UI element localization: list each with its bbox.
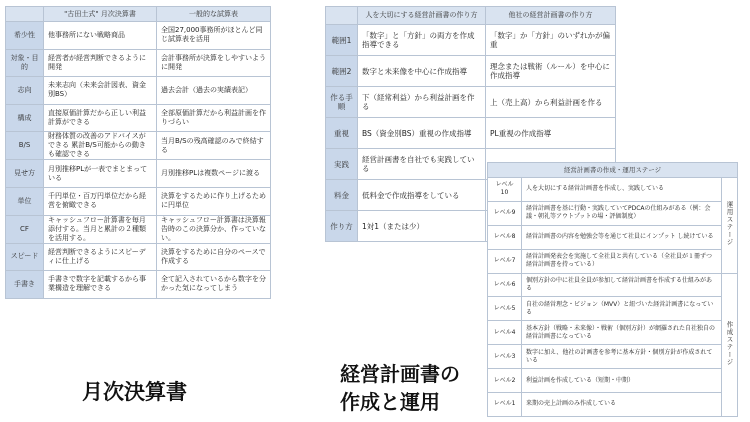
table-header-row	[488, 163, 738, 178]
table-row	[326, 87, 616, 118]
table-cell: 1対1（または少）	[358, 211, 486, 242]
creation-stage-group	[722, 273, 738, 416]
level-label: レベル4	[488, 321, 522, 345]
table-cell: 数字と未来像を中心に作成指導	[358, 56, 486, 87]
table-cell: 会計事務所が決算をしやすいように開発	[157, 49, 271, 77]
table-cell: キャッシュフロー計算書は決算報告時のこの決算分か、作っていない。	[157, 215, 271, 243]
table-cell: 低料金で作成指導をしている	[358, 180, 486, 211]
stage-table-title: 経営計画書の作成・運用ステージ	[488, 163, 738, 178]
header-cell: 人を大切にする経営計画書の作り方	[358, 7, 486, 25]
table-row	[326, 25, 616, 56]
table-cell: 決算をするために自分のペースで作成する	[157, 243, 271, 271]
business-plan-caption-line2: 作成と運用	[340, 390, 440, 414]
table-row	[6, 132, 271, 160]
table-cell: BS（資金別BS）重視の作成指導	[358, 118, 486, 149]
header-cell: "古田土式" 月次決算書	[44, 7, 157, 22]
table-cell: 全て記入されているから数字を分かった気になってしまう	[157, 271, 271, 299]
level-label: レベル2	[488, 369, 522, 393]
level-label: レベル3	[488, 345, 522, 369]
table-row	[6, 49, 271, 77]
level-description: 数字に加え、他社の計画書を参考に基本方針・個別方針が作成されている	[522, 345, 722, 369]
table-row	[488, 249, 738, 273]
table-row	[488, 225, 738, 249]
table-cell: 決算をするために作り上げるために円単位	[157, 187, 271, 215]
table-cell: 他事務所にない戦略商品	[44, 22, 157, 50]
table-header-row	[6, 7, 271, 22]
level-label: レベル9	[488, 201, 522, 225]
table-cell: 直接原価計算だから正しい利益計算ができる	[44, 104, 157, 132]
table-cell: 経営者が経営判断できるように開発	[44, 49, 157, 77]
level-label: レベル6	[488, 273, 522, 297]
table-cell: 未来志向（未来会計図表、資金別BS）	[44, 77, 157, 105]
level-description: 経営計画書の内容を勉強会等を通じて社員にインプット し続けている	[522, 225, 722, 249]
header-cell: 他社の経営計画書の作り方	[486, 7, 616, 25]
row-label: 対象・目的	[6, 49, 44, 77]
header-cell: 一般的な試算表	[157, 7, 271, 22]
table-row	[488, 393, 738, 417]
level-description: 利益計画を作成している（短期・中期）	[522, 369, 722, 393]
level-label: レベル7	[488, 249, 522, 273]
operation-stage-group	[722, 178, 738, 274]
level-label: レベル1	[488, 393, 522, 417]
table-row	[326, 118, 616, 149]
table-cell: PL重視の作成指導	[486, 118, 616, 149]
table-cell: 上（売上高）から利益計画を作る	[486, 87, 616, 118]
table-cell: 過去会計（過去の実績表記）	[157, 77, 271, 105]
row-label: 作る手順	[326, 87, 358, 118]
level-description: 個別方針の中に社員全員が参加して経営計画書を作成する仕組みがある	[522, 273, 722, 297]
row-label: 実践	[326, 149, 358, 180]
table-row	[326, 56, 616, 87]
table-cell: 全部原価計算だから利益計画を作りづらい	[157, 104, 271, 132]
table-row	[6, 187, 271, 215]
table-row	[488, 178, 738, 202]
table-cell: 下（経常利益）から利益計画を作る	[358, 87, 486, 118]
creation-stage-label: 作成ステージ	[725, 320, 734, 366]
operation-stage-label: 運用ステージ	[725, 201, 734, 247]
table-row	[488, 345, 738, 369]
table-row	[488, 369, 738, 393]
level-description: 基本方針（戦略・未来像）・戦術（個別方針）が網羅された自社独自の経営計画書になっている	[522, 321, 722, 345]
row-label: CF	[6, 215, 44, 243]
table-row	[6, 22, 271, 50]
level-description: 自社の経営理念・ビジョン（MVV）と紐づいた経営計画書になっている	[522, 297, 722, 321]
header-cell	[6, 7, 44, 22]
table-cell: 経営判断できるようにスピーディに仕上げる	[44, 243, 157, 271]
row-label: 希少性	[6, 22, 44, 50]
table-row	[488, 321, 738, 345]
level-description: 経営計画書を基に行動・実践していてPDCAの仕組みがある（例：会議・朝礼等アウトプットの場・評価制度）	[522, 201, 722, 225]
table-header-row	[326, 7, 616, 25]
table-row	[6, 104, 271, 132]
row-label: 構成	[6, 104, 44, 132]
table-cell: 「数字」と「方針」の両方を作成指導できる	[358, 25, 486, 56]
table-row	[488, 297, 738, 321]
plan-stage-levels-table	[487, 162, 738, 417]
row-label: B/S	[6, 132, 44, 160]
table-row	[6, 271, 271, 299]
table-cell: 経営計画書を自社でも実践している	[358, 149, 486, 180]
level-label: レベル10	[488, 178, 522, 202]
table-row	[488, 201, 738, 225]
table-cell: キャッシュフロー計算書を毎月添付する。当月と累計の２種類を活用する。	[44, 215, 157, 243]
row-label: 単位	[6, 187, 44, 215]
level-label: レベル8	[488, 225, 522, 249]
table-row	[6, 243, 271, 271]
header-cell	[326, 7, 358, 25]
monthly-settlement-caption: 月次決算書	[82, 380, 187, 404]
table-row	[6, 77, 271, 105]
table-row	[6, 215, 271, 243]
table-cell: 理念または戦術（ルール）を中心に作成指導	[486, 56, 616, 87]
row-label: 手書き	[6, 271, 44, 299]
level-description: 来期の売上計画のみ作成している	[522, 393, 722, 417]
table-cell: 財務体質の改善のアドバイスができる 累計B/S可能からの動きも確認できる	[44, 132, 157, 160]
business-plan-caption-line1: 経営計画書の	[340, 362, 460, 386]
table-row	[488, 273, 738, 297]
row-label: 見せ方	[6, 160, 44, 188]
row-label: スピード	[6, 243, 44, 271]
level-label: レベル5	[488, 297, 522, 321]
row-label: 作り方	[326, 211, 358, 242]
table-cell: 全国27,000事務所がほとんど同じ試算表を活用	[157, 22, 271, 50]
table-row	[6, 160, 271, 188]
row-label: 範囲2	[326, 56, 358, 87]
row-label: 志向	[6, 77, 44, 105]
monthly-settlement-comparison-table	[5, 6, 271, 299]
level-description: 経営計画発表会を実施して全社員と共有している（全社員が１冊ずつ経営計画書を持っている）	[522, 249, 722, 273]
table-cell: 当月B/Sの残高確認のみで終結する	[157, 132, 271, 160]
row-label: 料金	[326, 180, 358, 211]
table-cell: 月別推移PLが一表でまとまっている	[44, 160, 157, 188]
table-cell: 月別推移PLは複数ページに渡る	[157, 160, 271, 188]
table-cell: 手書きで数字を記載するから事業構造を理解できる	[44, 271, 157, 299]
table-cell: 千円単位・百万円単位だから経営を俯瞰できる	[44, 187, 157, 215]
row-label: 範囲1	[326, 25, 358, 56]
level-description: 人を大切にする経営計画書を作成し、実践している	[522, 178, 722, 202]
row-label: 重視	[326, 118, 358, 149]
table-cell: 「数字」か「方針」のいずれかが偏重	[486, 25, 616, 56]
